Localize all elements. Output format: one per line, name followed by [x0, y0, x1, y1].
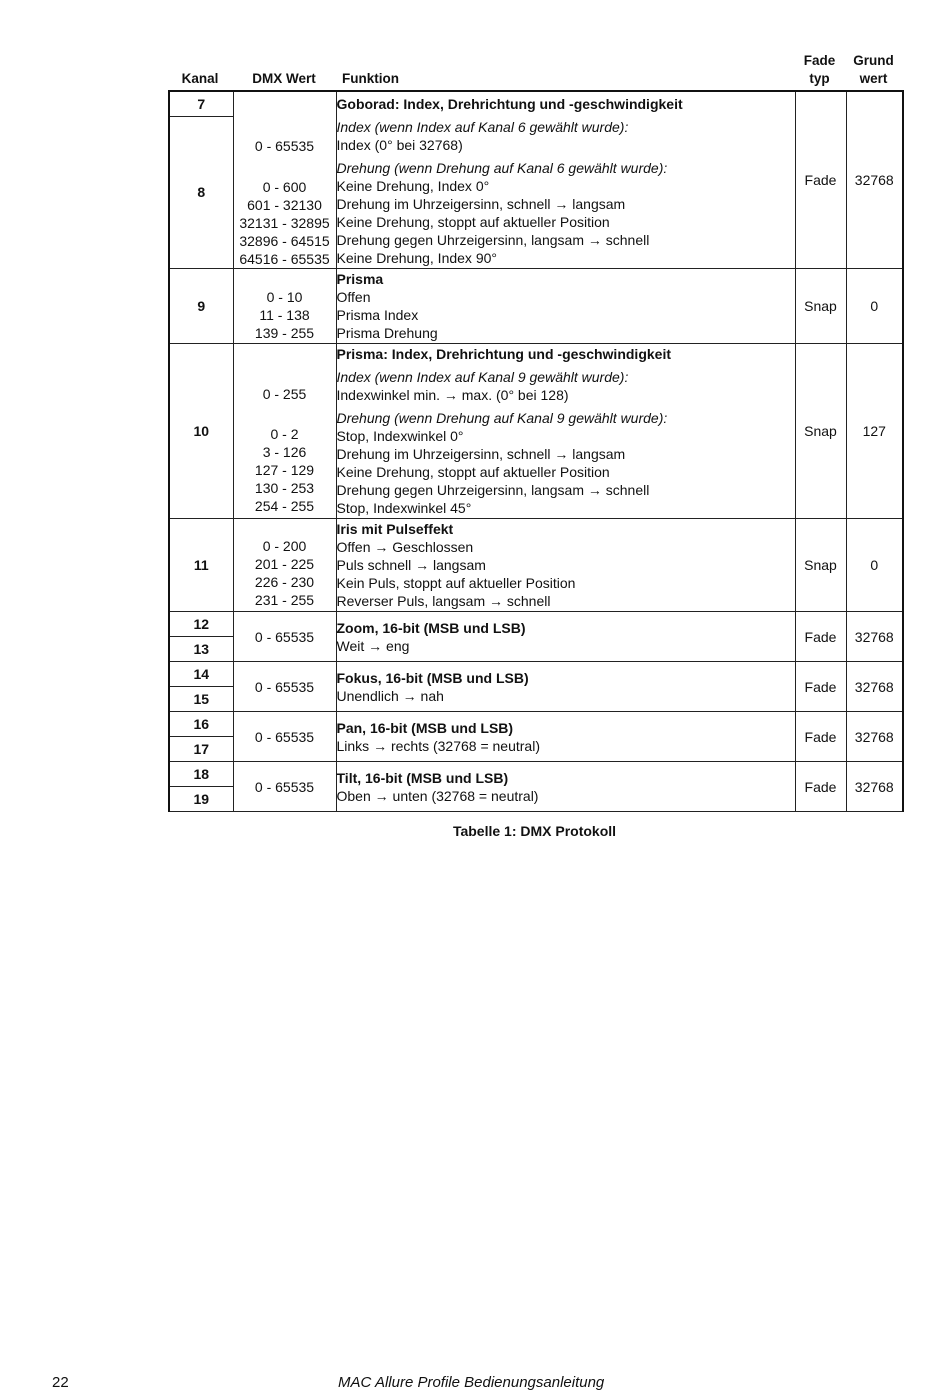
value-line: 130 - 253	[254, 480, 315, 496]
page-number: 22	[52, 1374, 69, 1391]
value-line: 231 - 255	[254, 592, 315, 608]
grund-wert-cell: 0	[846, 519, 903, 612]
header-grund-wert	[845, 52, 902, 88]
kanal-cell: 14	[169, 662, 233, 687]
function-line: Offen	[336, 289, 371, 305]
fade-typ-cell: Snap	[795, 344, 846, 519]
dmx-wert-cell	[233, 91, 336, 269]
function-note: Index (wenn Index auf Kanal 9 gewählt wurde):	[336, 369, 629, 385]
function-note: Drehung (wenn Drehung auf Kanal 9 gewählt wurde):	[336, 410, 668, 426]
fade-typ-cell: Fade	[795, 612, 846, 662]
value-line: 0 - 255	[262, 386, 307, 402]
dmx-wert-cell	[233, 519, 336, 612]
value-line: 0 - 600	[262, 179, 307, 195]
funktion-cell	[336, 519, 795, 612]
function-line: Unendlich → nah	[336, 687, 444, 704]
table-row	[169, 519, 903, 612]
funktion-cell	[336, 612, 795, 662]
value-line: 601 - 32130	[247, 197, 322, 213]
footer-title: MAC Allure Profile Bedienungsanleitung	[338, 1374, 605, 1391]
kanal-cell: 17	[169, 737, 233, 762]
table-row	[169, 344, 903, 519]
dmx-protocol-table	[168, 90, 904, 812]
kanal-cell: 8	[169, 116, 233, 268]
function-title: Prisma	[336, 271, 384, 287]
grund-wert-cell: 32768	[846, 662, 903, 712]
value-line: 3 - 126	[262, 444, 307, 460]
function-line: Puls schnell → langsam	[336, 557, 486, 573]
function-line: Offen → Geschlossen	[336, 539, 474, 555]
fade-typ-cell: Fade	[795, 91, 846, 269]
grund-wert-cell: 127	[846, 344, 903, 519]
fade-typ-cell: Snap	[795, 269, 846, 344]
function-line: Prisma Drehung	[336, 325, 438, 341]
funktion-cell	[336, 712, 795, 762]
grund-wert-cell: 32768	[846, 762, 903, 812]
function-title: Goborad: Index, Drehrichtung und -geschwindigkeit	[336, 95, 683, 112]
function-note: Drehung (wenn Drehung auf Kanal 6 gewählt wurde):	[336, 159, 668, 176]
table-caption: Tabelle 1: DMX Protokoll	[452, 823, 617, 839]
function-line: Keine Drehung, stoppt auf aktueller Position	[336, 213, 610, 230]
header-funktion: Funktion	[342, 71, 399, 86]
value-line: 32896 - 64515	[239, 233, 330, 249]
fade-typ-cell: Fade	[795, 762, 846, 812]
dmx-wert-cell: 0 - 65535	[233, 762, 336, 812]
function-line: Keine Drehung, Index 0°	[336, 177, 490, 194]
fade-typ-cell: Fade	[795, 712, 846, 762]
kanal-cell: 12	[169, 612, 233, 637]
header-kanal: Kanal	[181, 71, 219, 86]
table-row	[169, 269, 903, 344]
function-line: Stop, Indexwinkel 45°	[336, 500, 472, 516]
value-line: 0 - 65535	[254, 138, 315, 154]
value-line: 226 - 230	[254, 574, 315, 590]
value-line: 11 - 138	[259, 307, 310, 323]
dmx-wert-cell: 0 - 65535	[233, 612, 336, 662]
function-line: Stop, Indexwinkel 0°	[336, 428, 464, 444]
funktion-cell	[336, 344, 795, 519]
kanal-cell: 7	[169, 91, 233, 116]
kanal-cell: 10	[169, 344, 233, 519]
function-line: Kein Puls, stoppt auf aktueller Position	[336, 575, 576, 591]
function-line: Index (0° bei 32768)	[336, 136, 463, 153]
value-list	[234, 178, 336, 268]
function-line: Weit → eng	[336, 637, 410, 654]
dmx-wert-cell	[233, 269, 336, 344]
function-line: Drehung im Uhrzeigersinn, schnell → langsam	[336, 446, 626, 462]
table-row	[169, 762, 903, 787]
value-line: 127 - 129	[254, 462, 315, 478]
table-row	[169, 612, 903, 637]
grund-wert-cell: 0	[846, 269, 903, 344]
header-fade-typ-line2: typ	[809, 71, 830, 86]
function-title: Iris mit Pulseffekt	[336, 521, 454, 537]
header-grund-wert-line2: wert	[859, 71, 888, 86]
function-line: Indexwinkel min. → max. (0° bei 128)	[336, 387, 569, 403]
fade-typ-cell: Fade	[795, 662, 846, 712]
funktion-cell	[336, 662, 795, 712]
header-fade-typ-line1: Fade	[803, 53, 836, 68]
function-title: Tilt, 16-bit (MSB und LSB)	[336, 769, 509, 786]
header-dmx-wert: DMX Wert	[252, 71, 316, 86]
function-line: Links → rechts (32768 = neutral)	[336, 737, 540, 754]
dmx-wert-cell: 0 - 65535	[233, 662, 336, 712]
function-line: Reverser Puls, langsam → schnell	[336, 593, 551, 609]
table-row	[169, 91, 903, 116]
funktion-cell	[336, 91, 795, 269]
function-line: Drehung im Uhrzeigersinn, schnell → langsam	[336, 195, 626, 212]
kanal-cell: 18	[169, 762, 233, 787]
value-list	[234, 137, 336, 155]
fade-typ-cell: Snap	[795, 519, 846, 612]
kanal-cell: 15	[169, 687, 233, 712]
function-line: Oben → unten (32768 = neutral)	[336, 787, 539, 804]
function-line: Drehung gegen Uhrzeigersinn, langsam → schnell	[336, 231, 650, 248]
function-title: Prisma: Index, Drehrichtung und -geschwindigkeit	[336, 346, 671, 362]
function-line: Drehung gegen Uhrzeigersinn, langsam → schnell	[336, 482, 650, 498]
header-fade-typ	[794, 52, 845, 88]
value-line: 64516 - 65535	[239, 251, 330, 267]
function-note: Index (wenn Index auf Kanal 6 gewählt wurde):	[336, 118, 629, 135]
kanal-cell: 9	[169, 269, 233, 344]
value-line: 201 - 225	[254, 556, 315, 572]
table-row	[169, 662, 903, 687]
table-row	[169, 712, 903, 737]
funktion-cell	[336, 762, 795, 812]
function-line: Prisma Index	[336, 307, 419, 323]
grund-wert-cell: 32768	[846, 712, 903, 762]
grund-wert-cell: 32768	[846, 91, 903, 269]
kanal-cell: 16	[169, 712, 233, 737]
value-line: 0 - 2	[270, 426, 299, 442]
value-line: 0 - 200	[262, 538, 307, 554]
kanal-cell: 13	[169, 637, 233, 662]
function-line: Keine Drehung, stoppt auf aktueller Position	[336, 464, 610, 480]
value-line: 0 - 10	[266, 289, 303, 305]
funktion-cell	[336, 269, 795, 344]
function-title: Fokus, 16-bit (MSB und LSB)	[336, 669, 529, 686]
value-line: 32131 - 32895	[239, 215, 330, 231]
dmx-wert-cell	[233, 344, 336, 519]
kanal-cell: 11	[169, 519, 233, 612]
function-line: Keine Drehung, Index 90°	[336, 249, 497, 266]
value-line: 139 - 255	[254, 325, 315, 341]
function-title: Zoom, 16-bit (MSB und LSB)	[336, 619, 526, 636]
kanal-cell: 19	[169, 787, 233, 812]
dmx-wert-cell: 0 - 65535	[233, 712, 336, 762]
grund-wert-cell: 32768	[846, 612, 903, 662]
function-title: Pan, 16-bit (MSB und LSB)	[336, 719, 514, 736]
header-grund-wert-line1: Grund	[853, 53, 894, 68]
value-line: 254 - 255	[254, 498, 315, 514]
